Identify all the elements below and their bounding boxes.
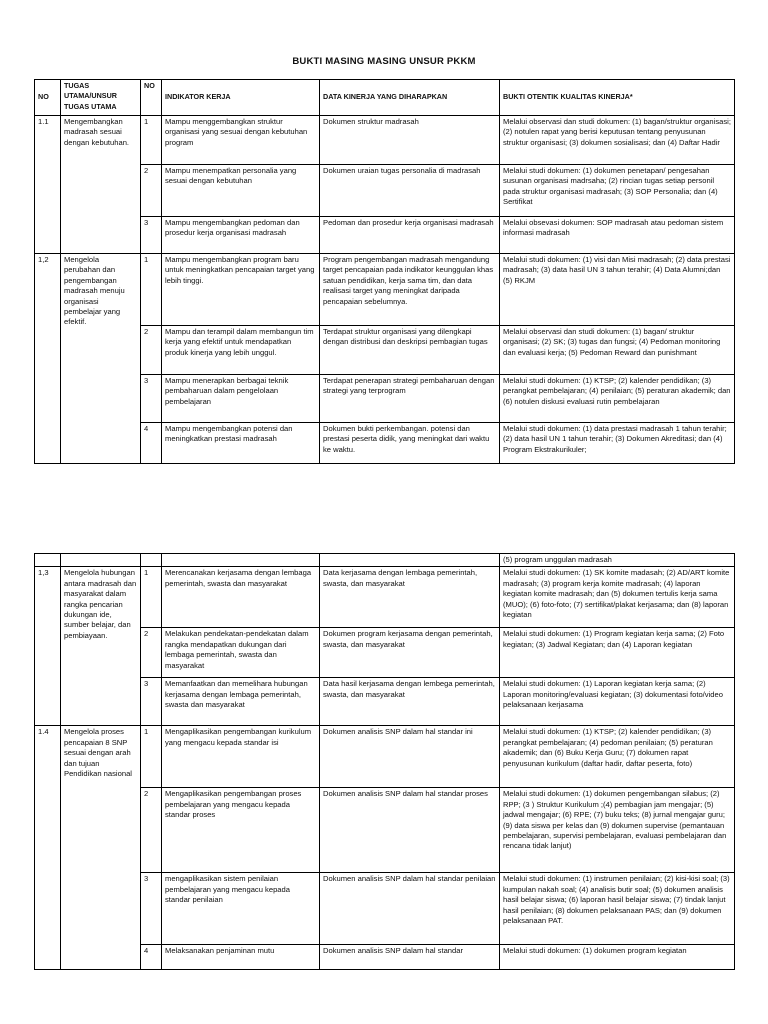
header-row: [35, 80, 735, 116]
header-no: NO: [35, 80, 61, 116]
item-bukti: Melalui studi dokumen: (1) dokumen penetapan/ pengesahan susunan organisasi madrsaha; (2) rincian tugas setiap personil pada struktur organisasi madrasah; (3) SOP Personalia; dan (4) Sertifikat: [500, 165, 735, 217]
section-tugas: Mengelola proses pencapaian 8 SNP sesuai dengan arah dan tujuan Pendidikan nasional: [61, 726, 141, 970]
item-data: Data hasil kerjasama dengan lembega pemerintah, swasta, dan masyarakat: [320, 678, 500, 726]
item-indikator: Melakukan pendekatan-pendekatan dalam rangka mendapatkan dukungan dari lembaga pemerintah, swasta dan masyarakat: [162, 628, 320, 678]
header-data-kinerja: DATA KINERJA YANG DIHARAPKAN: [320, 80, 500, 116]
header-sub-no: NO: [141, 80, 162, 116]
evidence-table-page-1: [34, 79, 735, 464]
item-no: 2: [141, 788, 162, 873]
item-bukti: Melalui observasi dan studi dokumen: (1) bagan/ struktur organisasi; (2) SK; (3) tugas dan fungsi; (4) Pedoman monitoring dan evaluasi kerja; (5) Pedoman Reward dan punishmant: [500, 326, 735, 375]
section-tugas: Mengembangkan madrasah sesuai dengan kebutuhan.: [61, 116, 141, 254]
table-row: [35, 116, 735, 165]
item-indikator: Mengaplikasikan pengembangan kurikulum yang mengacu kepada standar isi: [162, 726, 320, 788]
item-bukti: Melalui studi dokumen: (1) Program kegiatan kerja sama; (2) Foto kegiatan; (3) Jadwal Kegiatan; dan (4) Laporan kegiatan: [500, 628, 735, 678]
item-no: 1: [141, 254, 162, 326]
item-no: 3: [141, 873, 162, 945]
table-row: [35, 567, 735, 628]
header-indikator: INDIKATOR KERJA: [162, 80, 320, 116]
item-data: Pedoman dan prosedur kerja organisasi madrasah: [320, 217, 500, 254]
carry-over-text: (5) program unggulan madrasah: [500, 554, 735, 567]
section-tugas: Mengelola hubungan antara madrasah dan masyarakat dalam rangka pencarian dukungan ide, sumber belajar, dan pembiayaan.: [61, 567, 141, 726]
item-data: Terdapat penerapan strategi pembaharuan dengan strategi yang terprogram: [320, 375, 500, 423]
table-row: [35, 254, 735, 326]
document-title: BUKTI MASING MASING UNSUR PKKM: [292, 56, 476, 67]
item-data: Dokumen bukti perkembangan. potensi dan prestasi peserta didik, yang meningkat dari waktu ke waktu.: [320, 423, 500, 464]
item-no: 2: [141, 628, 162, 678]
item-no: 3: [141, 217, 162, 254]
item-bukti: Melalui studi dokumen: (1) SK komite madasah; (2) AD/ART komite madrasah; (3) program kerja komite madrasah; (4) laporan kegiatan komite madrasah; dan (5) dokumen tertulis kerja sama (MUO); (6) foto-foto; (7) sertifikat/plakat kerjasama; dan (8) laporan kegiatan: [500, 567, 735, 628]
item-no: 1: [141, 726, 162, 788]
section-no: 1.4: [35, 726, 61, 970]
carry-over-row: [35, 554, 735, 567]
table-row: [35, 726, 735, 788]
item-indikator: Melaksanakan penjaminan mutu: [162, 945, 320, 970]
item-no: 3: [141, 678, 162, 726]
item-bukti: Melalui studi dokumen: (1) dokumen program kegiatan: [500, 945, 735, 970]
item-indikator: Mampu mengembangkan potensi dan meningkatkan prestasi madrasah: [162, 423, 320, 464]
evidence-table-page-2: [34, 553, 735, 970]
item-no: 2: [141, 326, 162, 375]
item-indikator: Mengaplikasikan pengembangan proses pembelajaran yang mengacu kepada standar proses: [162, 788, 320, 873]
header-tugas: TUGAS UTAMA/UNSUR TUGAS UTAMA: [61, 80, 141, 116]
item-indikator: mengaplikasikan sistem penilaian pembelajaran yang mengacu kepada standar penilaian: [162, 873, 320, 945]
item-no: 2: [141, 165, 162, 217]
item-no: 1: [141, 116, 162, 165]
item-bukti: Melalui studi dokumen: (1) instrumen penilaian; (2) kisi-kisi soal; (3) kumpulan nakah soal; (4) analisis butir soal; (5) dokumen analisis hasil belajar siswa; (6) laporan hasil belajar siswa; (7) tindak lanjut hasil penilaian; (8) dokumen pelaksanaan PAS; dan (9) dokumen pelaksanaan PAT.: [500, 873, 735, 945]
item-data: Program pengembangan madrasah mengandung target pencapaian pada indikator keunggulan khas satuan pendidikan, kerja sama tim, dan data realisasi target yang meningkat daripada pencapaian sebelumnya.: [320, 254, 500, 326]
item-data: Dokumen analisis SNP dalam hal standar proses: [320, 788, 500, 873]
section-no: 1.1: [35, 116, 61, 254]
item-indikator: Merencanakan kerjasama dengan lembaga pemerintah, swasta dan masyarakat: [162, 567, 320, 628]
section-tugas: Mengelola perubahan dan pengembangan madrasah menuju organisasi pembelajar yang efektif.: [61, 254, 141, 464]
item-bukti: Melalui studi dokumen: (1) KTSP; (2) kalender pendidikan; (3) perangkat pembelajaran; (4) penilaian; (5) peraturan akademik; dan (6) notulen diskusi evaluasi rutin pembelajaran: [500, 375, 735, 423]
item-data: Data kerjasama dengan lembaga pemerintah, swasta, dan masyarakat: [320, 567, 500, 628]
item-indikator: Mampu dan terampil dalam membangun tim kerja yang efektif untuk mendapatkan produk kinerja yang lebih unggul.: [162, 326, 320, 375]
header-bukti: BUKTI OTENTIK KUALITAS KINERJA*: [500, 80, 735, 116]
item-bukti: Melalui observasi dan studi dokumen: (1) bagan/struktur organisasi; (2) notulen rapat yang berisi keputusan tentang penyusunan struktur organisasi; (3) dokumen sosialisasi; dan (4) Daftar Hadir: [500, 116, 735, 165]
item-no: 3: [141, 375, 162, 423]
item-indikator: Mampu menerapkan berbagai teknik pembaharuan dalam pengelolaan pembelajaran: [162, 375, 320, 423]
item-indikator: Mampu mengembangkan pedoman dan prosedur kerja organisasi madrasah: [162, 217, 320, 254]
item-bukti: Melalui studi dokumen: (1) Laporan kegiatan kerja sama; (2) Laporan monitoring/evaluasi kegiatan; (3) dokumentasi foto/video pelaksanaan kerjasama: [500, 678, 735, 726]
item-indikator: Mampu mengembangkan program baru untuk meningkatkan pencapaian target yang lebih tinggi.: [162, 254, 320, 326]
item-bukti: Melalui studi dokumen: (1) visi dan Misi madrasah; (2) data prestasi madrasah; (3) data hasil UN 3 tahun terahir; (4) Data Alumni;dan (5) RKJM: [500, 254, 735, 326]
item-data: Dokumen analisis SNP dalam hal standar: [320, 945, 500, 970]
item-data: Dokumen program kerjasama dengan pemerintah, swasta, dan masyarakat: [320, 628, 500, 678]
item-indikator: Memanfaatkan dan memelihara hubungan kerjasama dengan lembaga pemerintah, swasta dan masyarakat: [162, 678, 320, 726]
item-bukti: Melalui studi dokumen: (1) data prestasi madrasah 1 tahun terahir; (2) data hasil UN 1 tahun terahir; (3) Dokumen Akreditasi; dan (4) Program Ekstrakurikuler;: [500, 423, 735, 464]
item-no: 4: [141, 945, 162, 970]
section-no: 1,2: [35, 254, 61, 464]
item-data: Dokumen analisis SNP dalam hal standar penilaian: [320, 873, 500, 945]
item-no: 1: [141, 567, 162, 628]
item-data: Terdapat struktur organisasi yang dilengkapi dengan distribusi dan deskripsi pembagian tugas: [320, 326, 500, 375]
item-bukti: Melalui studi dokumen: (1) dokumen pengembangan silabus; (2) RPP; (3 ) Struktur Kurikulum ;(4) pembagian jam mengajar; (5) jadwal mengajar; (6) RPE; (7) buku teks; (8) jurnal mengajar guru; (9) data siswa per kelas dan (9) dokumen supervise (pemantauan pembelajaran, supervisi pembelajaran, evaluasi pembelajaran dan rencana tidak lanjut): [500, 788, 735, 873]
item-data: Dokumen uraian tugas personalia di madrasah: [320, 165, 500, 217]
item-indikator: Mampu menempatkan personalia yang sesuai dengan kebutuhan: [162, 165, 320, 217]
item-bukti: Melalui obsevasi dokumen: SOP madrasah atau pedoman sistem informasi madrasah: [500, 217, 735, 254]
item-data: Dokumen struktur madrasah: [320, 116, 500, 165]
item-data: Dokumen analisis SNP dalam hal standar ini: [320, 726, 500, 788]
item-indikator: Mampu menggembangkan struktur organisasi yang sesuai dengan kebutuhan program: [162, 116, 320, 165]
item-no: 4: [141, 423, 162, 464]
item-bukti: Melalui studi dokumen: (1) KTSP; (2) kalender pendidikan; (3) perangkat pembelajaran; (4) pedoman penilaian; (5) peraturan akademik; dan (6) Buku Kerja Guru; (7) dokumen rapat penyusunan kurikulum (daftar hadir, daftar peserta, foto): [500, 726, 735, 788]
section-no: 1,3: [35, 567, 61, 726]
